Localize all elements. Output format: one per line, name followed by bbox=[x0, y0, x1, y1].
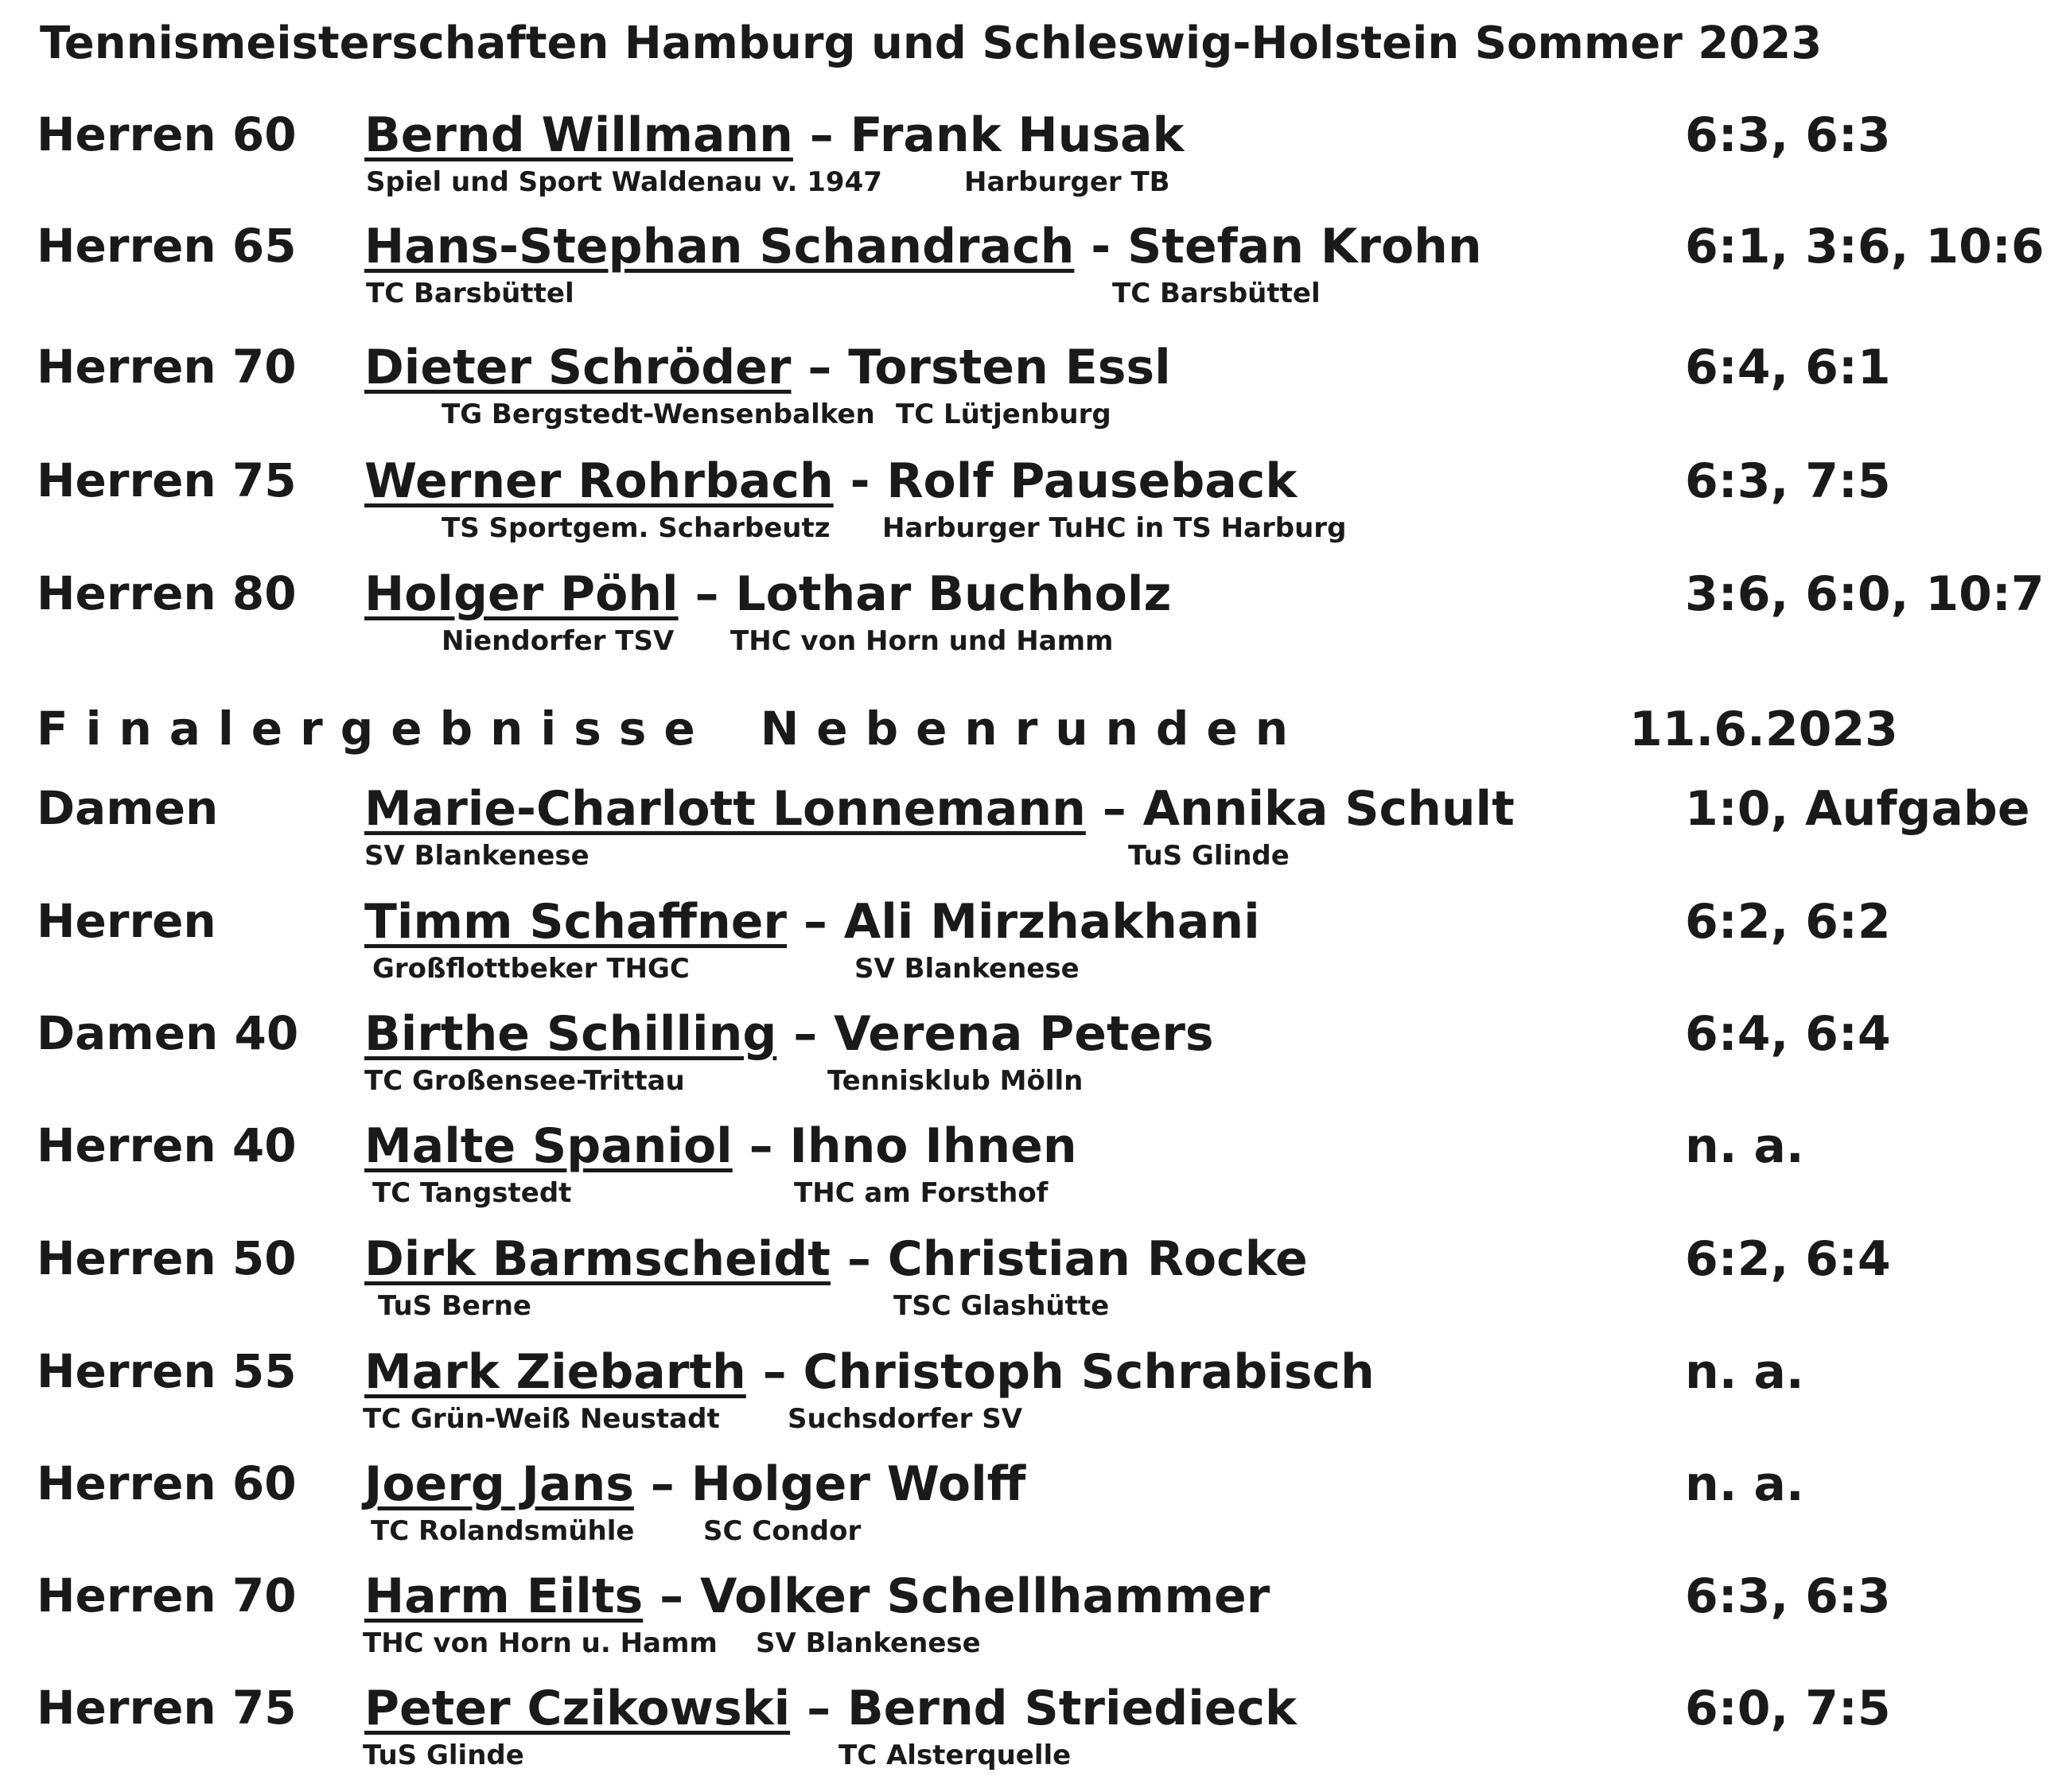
separator: – bbox=[807, 340, 832, 395]
loser-name: Verena Peters bbox=[834, 1006, 1214, 1062]
result-row bbox=[0, 453, 2070, 565]
winner-club: SV Blankenese bbox=[364, 840, 589, 872]
loser-name: Ihno Ihnen bbox=[789, 1118, 1077, 1174]
category-label: Herren 65 bbox=[37, 219, 297, 273]
result-row bbox=[0, 1006, 2070, 1118]
winner-club: TuS Berne bbox=[378, 1290, 531, 1322]
loser-club: TC Lütjenburg bbox=[896, 398, 1111, 430]
match-score: 6:2, 6:2 bbox=[1685, 894, 1891, 950]
winner-club: TC Barsbüttel bbox=[366, 278, 574, 309]
section-label-part1: Finalergebnisse bbox=[37, 702, 713, 756]
match-players bbox=[364, 1231, 1308, 1287]
separator: – bbox=[803, 894, 827, 950]
category-label: Herren 60 bbox=[37, 1456, 297, 1510]
match-score: 6:2, 6:4 bbox=[1685, 1231, 1891, 1287]
result-row bbox=[0, 340, 2070, 451]
winner-name: Joerg Jans bbox=[364, 1456, 634, 1512]
category-label: Herren 70 bbox=[37, 340, 297, 394]
loser-name: Christoph Schrabisch bbox=[803, 1344, 1375, 1400]
winner-name: Dieter Schröder bbox=[364, 340, 792, 395]
match-players bbox=[364, 1456, 1025, 1512]
match-players bbox=[364, 219, 1482, 274]
separator: – bbox=[695, 566, 719, 622]
loser-name: Frank Husak bbox=[850, 107, 1185, 163]
loser-name: Rolf Pauseback bbox=[886, 453, 1298, 509]
winner-club: TS Sportgem. Scharbeutz bbox=[442, 512, 831, 544]
match-score: 6:3, 6:3 bbox=[1685, 107, 1891, 163]
winner-club: THC von Horn u. Hamm bbox=[363, 1627, 718, 1659]
loser-club: THC von Horn und Hamm bbox=[730, 625, 1114, 657]
separator: – bbox=[650, 1456, 675, 1512]
match-score: 3:6, 6:0, 10:7 bbox=[1685, 566, 2045, 622]
result-row bbox=[0, 1568, 2070, 1680]
category-label: Herren 75 bbox=[37, 1681, 297, 1735]
result-row bbox=[0, 107, 2070, 219]
match-players bbox=[364, 453, 1297, 509]
loser-club: SV Blankenese bbox=[756, 1627, 981, 1659]
result-row bbox=[0, 1231, 2070, 1343]
winner-name: Mark Ziebarth bbox=[364, 1344, 746, 1400]
match-players bbox=[364, 1568, 1270, 1624]
match-score: n. a. bbox=[1685, 1344, 1804, 1400]
winner-club: TG Bergstedt-Wensenbalken bbox=[442, 398, 875, 430]
separator: – bbox=[762, 1344, 787, 1400]
separator: – bbox=[1102, 781, 1126, 837]
match-score: 6:1, 3:6, 10:6 bbox=[1685, 219, 2045, 274]
separator: – bbox=[660, 1568, 684, 1624]
match-score: 6:3, 6:3 bbox=[1685, 1568, 1891, 1624]
match-score: n. a. bbox=[1685, 1456, 1804, 1512]
loser-club: TSC Glashütte bbox=[893, 1290, 1110, 1322]
separator: - bbox=[1091, 219, 1111, 274]
match-score: 1:0, Aufgabe bbox=[1685, 781, 2030, 837]
match-score: 6:4, 6:1 bbox=[1685, 340, 1891, 395]
match-players bbox=[364, 340, 1171, 395]
category-label: Herren 60 bbox=[37, 107, 297, 161]
category-label: Herren 55 bbox=[37, 1344, 297, 1398]
loser-name: Volker Schellhammer bbox=[700, 1568, 1270, 1624]
loser-name: Christian Rocke bbox=[887, 1231, 1308, 1287]
category-label: Damen bbox=[37, 781, 219, 835]
loser-name: Ali Mirzhakhani bbox=[843, 894, 1260, 950]
separator: – bbox=[793, 1006, 818, 1062]
result-row bbox=[0, 219, 2070, 330]
match-score: n. a. bbox=[1685, 1118, 1804, 1174]
winner-club: TC Großensee-Trittau bbox=[364, 1065, 685, 1097]
winner-name: Malte Spaniol bbox=[364, 1118, 733, 1174]
match-players bbox=[364, 566, 1171, 622]
category-label: Damen 40 bbox=[37, 1006, 299, 1060]
category-label: Herren bbox=[37, 894, 216, 948]
winner-name: Dirk Barmscheidt bbox=[364, 1231, 831, 1287]
match-players bbox=[364, 1118, 1077, 1174]
winner-club: TuS Glinde bbox=[363, 1740, 524, 1771]
loser-club: Harburger TB bbox=[964, 166, 1170, 198]
result-row bbox=[0, 1456, 2070, 1568]
document-title: Tennismeisterschaften Hamburg und Schleswig-Holstein Sommer 2023 bbox=[40, 17, 1823, 69]
loser-club: SC Condor bbox=[703, 1515, 862, 1547]
section-label-part2: Nebenrunden bbox=[760, 702, 1306, 756]
category-label: Herren 75 bbox=[37, 453, 297, 507]
loser-club: Suchsdorfer SV bbox=[788, 1403, 1023, 1435]
winner-name: Timm Schaffner bbox=[364, 894, 788, 950]
loser-name: Torsten Essl bbox=[848, 340, 1171, 395]
separator: – bbox=[846, 1231, 871, 1287]
result-row bbox=[0, 566, 2070, 678]
loser-club: Tennisklub Mölln bbox=[827, 1065, 1084, 1097]
section-date: 11.6.2023 bbox=[1629, 702, 1898, 757]
winner-club: Großflottbeker THGC bbox=[372, 953, 690, 985]
separator: – bbox=[749, 1118, 773, 1174]
winner-club: Niendorfer TSV bbox=[442, 625, 675, 657]
winner-club: TC Grün-Weiß Neustadt bbox=[363, 1403, 720, 1435]
result-row bbox=[0, 1681, 2070, 1792]
match-score: 6:3, 7:5 bbox=[1685, 453, 1891, 509]
loser-name: Bernd Striedieck bbox=[846, 1681, 1297, 1736]
result-row bbox=[0, 1344, 2070, 1456]
winner-name: Hans-Stephan Schandrach bbox=[364, 219, 1075, 274]
category-label: Herren 80 bbox=[37, 566, 297, 620]
match-score: 6:4, 6:4 bbox=[1685, 1006, 1891, 1062]
winner-name: Marie-Charlott Lonnemann bbox=[364, 781, 1086, 837]
loser-name: Annika Schult bbox=[1142, 781, 1515, 837]
loser-club: THC am Forsthof bbox=[794, 1177, 1049, 1209]
match-score: 6:0, 7:5 bbox=[1685, 1681, 1891, 1736]
winner-club: TC Tangstedt bbox=[372, 1177, 572, 1209]
loser-club: SV Blankenese bbox=[854, 953, 1080, 985]
match-players bbox=[364, 1681, 1297, 1736]
separator: – bbox=[807, 1681, 831, 1736]
match-players bbox=[364, 781, 1515, 837]
winner-club: Spiel und Sport Waldenau v. 1947 bbox=[366, 166, 882, 198]
loser-name: Holger Wolff bbox=[691, 1456, 1026, 1512]
match-players bbox=[364, 107, 1184, 163]
winner-club: TC Rolandsmühle bbox=[371, 1515, 635, 1547]
winner-name: Holger Pöhl bbox=[364, 566, 679, 622]
winner-name: Werner Rohrbach bbox=[364, 453, 834, 509]
loser-club: Harburger TuHC in TS Harburg bbox=[882, 512, 1347, 544]
loser-name: Stefan Krohn bbox=[1127, 219, 1482, 274]
winner-name: Peter Czikowski bbox=[364, 1681, 791, 1736]
separator: – bbox=[809, 107, 834, 163]
loser-name: Lothar Buchholz bbox=[735, 566, 1172, 622]
match-players bbox=[364, 1344, 1375, 1400]
category-label: Herren 70 bbox=[37, 1568, 297, 1623]
winner-name: Bernd Willmann bbox=[364, 107, 793, 163]
category-label: Herren 40 bbox=[37, 1118, 297, 1172]
category-label: Herren 50 bbox=[37, 1231, 297, 1285]
loser-club: TC Alsterquelle bbox=[839, 1740, 1072, 1771]
loser-club: TuS Glinde bbox=[1128, 840, 1290, 872]
match-players bbox=[364, 894, 1260, 950]
match-players bbox=[364, 1006, 1214, 1062]
separator: - bbox=[850, 453, 870, 509]
section-heading bbox=[37, 702, 1305, 756]
result-row bbox=[0, 781, 2070, 892]
winner-name: Birthe Schilling bbox=[364, 1006, 777, 1062]
result-row bbox=[0, 1118, 2070, 1230]
loser-club: TC Barsbüttel bbox=[1112, 278, 1321, 309]
result-row bbox=[0, 894, 2070, 1005]
winner-name: Harm Eilts bbox=[364, 1568, 644, 1624]
